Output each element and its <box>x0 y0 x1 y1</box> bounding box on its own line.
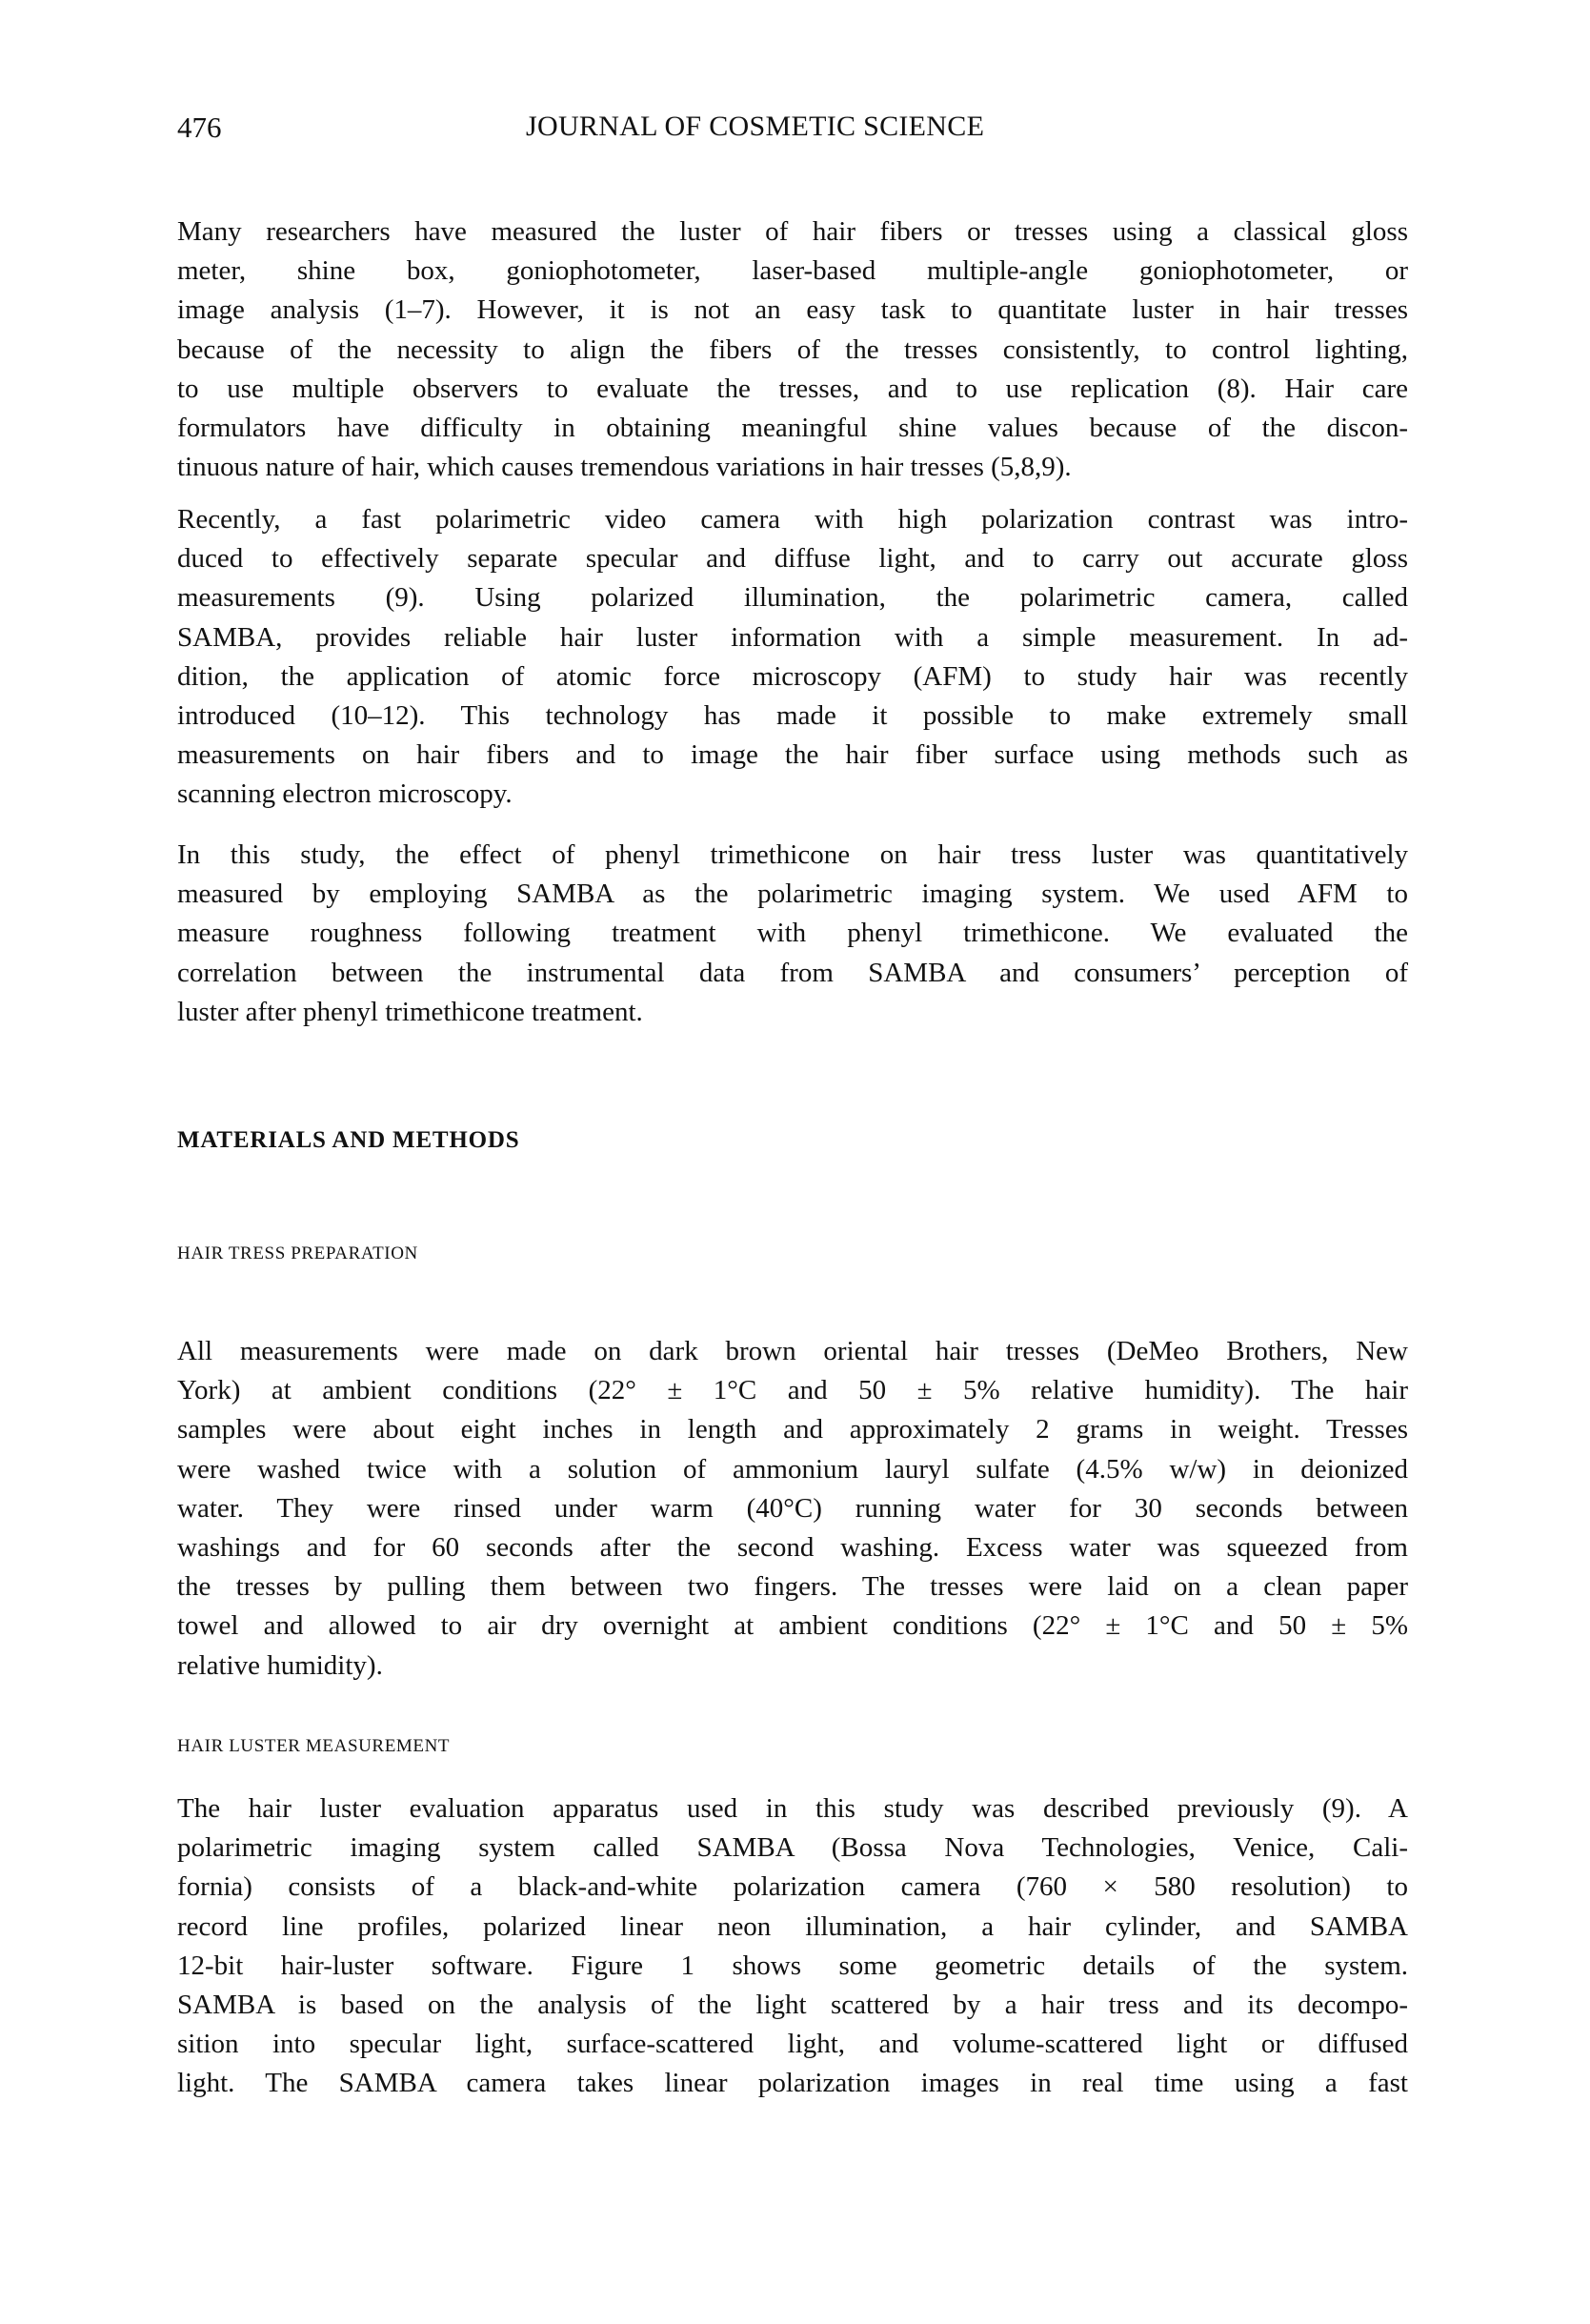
text-line: duced to effectively separate specular and diffuse light, and to carry out accurate gloss <box>177 543 1408 575</box>
text-line: measurements (9). Using polarized illumination, the polarimetric camera, called <box>177 582 1408 614</box>
paragraph-intro-1 <box>177 212 1408 487</box>
paragraph-tress-preparation <box>177 1332 1408 1686</box>
text-line: York) at ambient conditions (22° ± 1°C and 50 ± 5% relative humidity). The hair <box>177 1375 1408 1406</box>
text-line: Many researchers have measured the luster of hair fibers or tresses using a classical gloss <box>177 216 1408 247</box>
text-line: dition, the application of atomic force microscopy (AFM) to study hair was recently <box>177 660 1408 692</box>
text-line: because of the necessity to align the fibers of the tresses consistently, to control lighting, <box>177 333 1408 365</box>
text-line: introduced (10–12). This technology has made it possible to make extremely small <box>177 699 1408 731</box>
subsection-heading-luster-measurement: HAIR LUSTER MEASUREMENT <box>177 1736 451 1756</box>
text-line: luster after phenyl trimethicone treatment. <box>177 996 643 1027</box>
running-header: JOURNAL OF COSMETIC SCIENCE <box>526 111 985 142</box>
text-line: relative humidity). <box>177 1649 383 1681</box>
text-line: the tresses by pulling them between two fingers. The tresses were laid on a clean paper <box>177 1571 1408 1603</box>
text-line: tinuous nature of hair, which causes tremendous variations in hair tresses (5,8,9). <box>177 452 1072 483</box>
paragraph-intro-3 <box>177 836 1408 1032</box>
text-line: measured by employing SAMBA as the polarimetric imaging system. We used AFM to <box>177 879 1408 910</box>
text-line: image analysis (1–7). However, it is not an easy task to quantitate luster in hair tresses <box>177 294 1408 326</box>
text-line: formulators have difficulty in obtaining meaningful shine values because of the discon- <box>177 412 1408 443</box>
text-line: measurements on hair fibers and to image the hair fiber surface using methods such as <box>177 739 1408 771</box>
text-line: scanning electron microscopy. <box>177 778 513 810</box>
text-line: The hair luster evaluation apparatus used in this study was described previously (9). A <box>177 1793 1408 1824</box>
text-line: polarimetric imaging system called SAMBA (Bossa Nova Technologies, Venice, Cali- <box>177 1832 1408 1864</box>
text-line: washings and for 60 seconds after the second washing. Excess water was squeezed from <box>177 1531 1408 1563</box>
text-line: In this study, the effect of phenyl trimethicone on hair tress luster was quantitatively <box>177 839 1408 870</box>
paragraph-intro-2 <box>177 500 1408 815</box>
text-line: fornia) consists of a black-and-white polarization camera (760 × 580 resolution) to <box>177 1871 1408 1903</box>
text-line: water. They were rinsed under warm (40°C) running water for 30 seconds between <box>177 1492 1408 1524</box>
paragraph-luster-measurement <box>177 1789 1408 2104</box>
text-line: SAMBA is based on the analysis of the light scattered by a hair tress and its decompo- <box>177 1989 1408 2020</box>
page-number: 476 <box>177 111 222 144</box>
text-line: SAMBA, provides reliable hair luster information with a simple measurement. In ad- <box>177 621 1408 653</box>
text-line: correlation between the instrumental data from SAMBA and consumers’ perception of <box>177 957 1408 988</box>
text-line: to use multiple observers to evaluate the tresses, and to use replication (8). Hair care <box>177 373 1408 404</box>
text-line: record line profiles, polarized linear neon illumination, a hair cylinder, and SAMBA <box>177 1910 1408 1942</box>
subsection-heading-tress-preparation: HAIR TRESS PREPARATION <box>177 1243 418 1263</box>
text-line: Recently, a fast polarimetric video camera with high polarization contrast was intro- <box>177 504 1408 535</box>
text-line: All measurements were made on dark brown oriental hair tresses (DeMeo Brothers, New <box>177 1336 1408 1366</box>
text-line: meter, shine box, goniophotometer, laser-based multiple-angle goniophotometer, or <box>177 255 1408 287</box>
text-line: sition into specular light, surface-scattered light, and volume-scattered light or diffused <box>177 2029 1408 2060</box>
text-line: light. The SAMBA camera takes linear polarization images in real time using a fast <box>177 2068 1408 2099</box>
text-line: 12-bit hair-luster software. Figure 1 shows some geometric details of the system. <box>177 1950 1408 1981</box>
text-line: towel and allowed to air dry overnight at ambient conditions (22° ± 1°C and 50 ± 5% <box>177 1610 1408 1642</box>
text-line: measure roughness following treatment with phenyl trimethicone. We evaluated the <box>177 918 1408 949</box>
text-line: samples were about eight inches in length and approximately 2 grams in weight. Tresses <box>177 1414 1408 1445</box>
section-heading: MATERIALS AND METHODS <box>177 1127 520 1153</box>
text-line: were washed twice with a solution of ammonium lauryl sulfate (4.5% w/w) in deionized <box>177 1453 1408 1485</box>
